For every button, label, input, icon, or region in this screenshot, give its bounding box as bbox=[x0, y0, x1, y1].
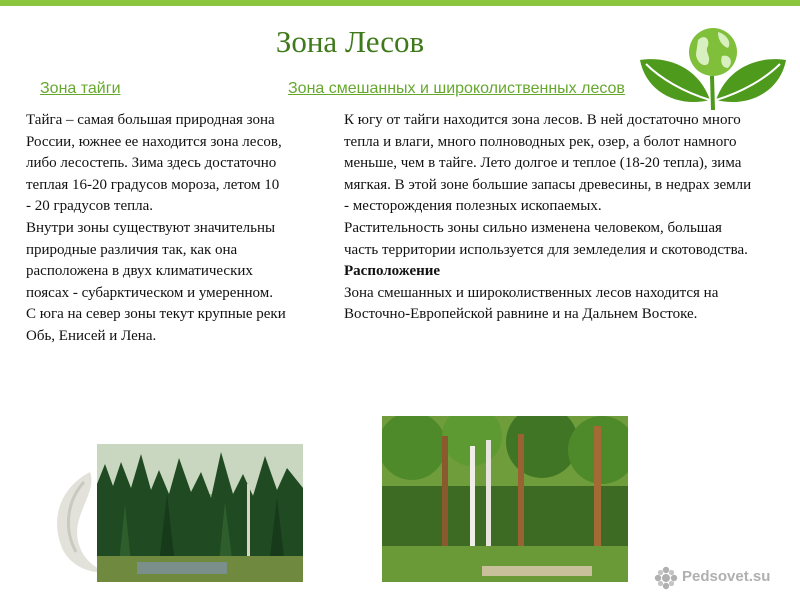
taiga-paragraph-2: Внутри зоны существуют значительны природные различия так, как она расположена в двух климатических поясах - субарктическом и умеренном. С юга на север зоны текут крупные реки Обь, Енисей и Лена. bbox=[26, 219, 286, 344]
location-text: Зона смешанных и широколиственных лесов находится на Восточно-Европейской равнине и на Дальнем Востоке. bbox=[344, 284, 719, 323]
pedsovet-icon bbox=[654, 566, 678, 590]
mixed-forest-text bbox=[344, 110, 754, 326]
pedsovet-label: Pedsovet.su bbox=[682, 568, 771, 585]
taiga-text bbox=[26, 110, 286, 348]
mixed-forest-paragraph-2: Растительность зоны сильно изменена человеком, большая часть территории используется для земледелия и скотоводства. bbox=[344, 219, 748, 258]
globe-leaves-logo-icon bbox=[638, 22, 788, 117]
taiga-forest-photo bbox=[97, 444, 303, 582]
slide-title: Зона Лесов bbox=[275, 24, 425, 59]
top-accent-bar bbox=[0, 0, 800, 6]
location-heading: Расположение bbox=[344, 263, 441, 280]
taiga-paragraph-1: Тайга – самая большая природная зона России, южнее ее находится зона лесов, либо лесостепь. Зима здесь достаточно теплая 16-20 градусов мороза, летом 10 - 20 градусов тепла. bbox=[26, 112, 282, 215]
taiga-heading: Зона тайги bbox=[40, 80, 121, 97]
mixed-forest-heading: Зона смешанных и широколиственных лесов bbox=[288, 80, 625, 97]
pedsovet-watermark bbox=[654, 564, 794, 590]
mixed-forest-paragraph-1: К югу от тайги находится зона лесов. В ней достаточно много тепла и влаги, много полноводных рек, озер, а болот намного меньше, чем в тайге. Лето долгое и теплое (18-20 тепла), зима мягкая. В этой зоне большие запасы древесины, в недрах земли - месторождения полезных ископаемых. bbox=[344, 112, 752, 215]
mixed-forest-photo bbox=[382, 416, 628, 582]
